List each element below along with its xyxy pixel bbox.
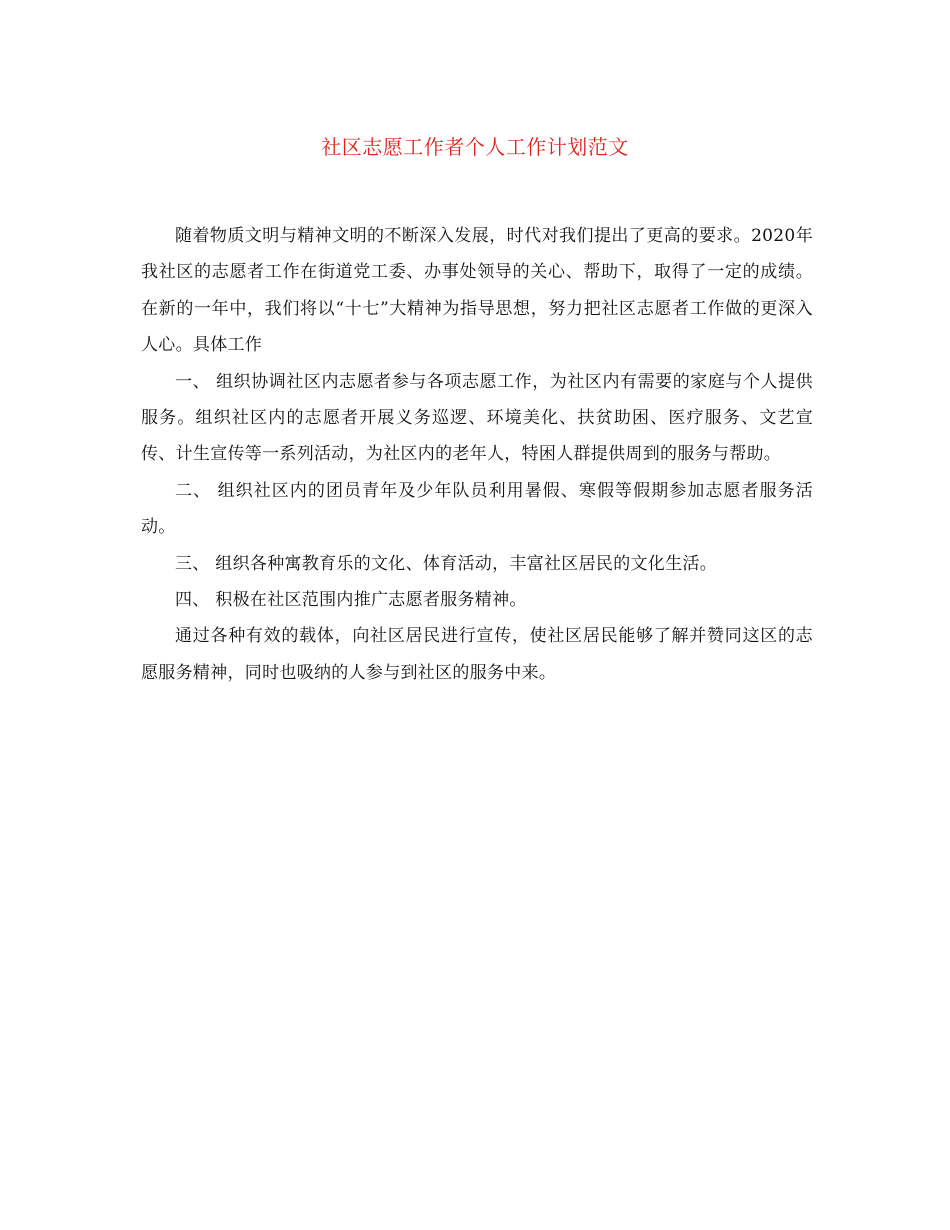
paragraph-item-4: 四、 积极在社区范围内推广志愿者服务精神。 [175, 590, 527, 611]
paragraph-item-3: 三、 组织各种寓教育乐的文化、体育活动，丰富社区居民的文化生活。 [175, 553, 718, 574]
paragraph-item-2: 二、 组织社区内的团员青年及少年队员利用暑假、寒假等假期参加志愿者服务活动。 [141, 480, 813, 538]
document-body [141, 218, 813, 691]
paragraph-intro: 随着物质文明与精神文明的不断深入发展，时代对我们提出了更高的要求。2020年我社区的志愿者工作在街道党工委、办事处领导的关心、帮助下，取得了一定的成绩。在新的一年中，我们将以“十七”大精神为指导思想，努力把社区志愿者工作做的更深入人心。具体工作 [141, 226, 813, 356]
document-title: 社区志愿工作者个人工作计划范文 [321, 135, 629, 159]
paragraph-closing: 通过各种有效的载体，向社区居民进行宣传，使社区居民能够了解并赞同这区的志愿服务精神，同时也吸纳的人参与到社区的服务中来。 [141, 626, 813, 683]
paragraph-item-1: 一、 组织协调社区内志愿者参与各项志愿工作，为社区内有需要的家庭与个人提供服务。组织社区内的志愿者开展义务巡逻、环境美化、扶贫助困、医疗服务、文艺宣传、计生宣传等一系列活动，为社区内的老年人，特困人群提供周到的服务与帮助。 [141, 371, 813, 465]
